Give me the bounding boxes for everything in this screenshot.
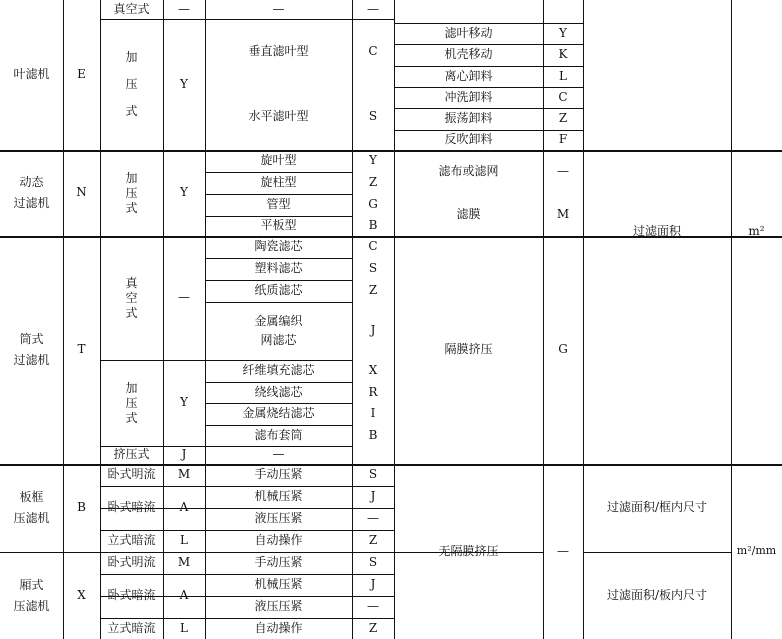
- pressure-label: 加 压 式: [125, 380, 138, 425]
- unit-area-size: m²/mm: [736, 544, 777, 558]
- type-name: 自动操作: [254, 620, 303, 635]
- type-name: 绕线滤芯: [254, 384, 303, 399]
- machine-code: X: [77, 587, 86, 602]
- mode-code: L: [180, 620, 188, 635]
- mode-code: A: [179, 588, 189, 603]
- type-name: 塑料滤芯: [254, 261, 303, 276]
- pressure-code: Y: [180, 76, 188, 91]
- feature-code: Z: [558, 111, 568, 126]
- type-name: 手动压紧: [254, 555, 303, 570]
- vacuum-code: —: [178, 290, 190, 305]
- param-area: 过滤面积: [632, 224, 681, 239]
- machine-name: 板框 压滤机: [13, 490, 50, 525]
- type-name: 自动操作: [254, 533, 303, 548]
- type-name: 纸质滤芯: [254, 283, 303, 298]
- feature-name: 冲洗卸料: [444, 89, 493, 104]
- type-code: J: [370, 489, 376, 504]
- vacuum-type: —: [272, 1, 285, 16]
- mode-name: 卧式明流: [107, 555, 156, 570]
- type-name: 纤维填充滤芯: [242, 363, 315, 378]
- feature-code: K: [558, 47, 568, 62]
- type-code: I: [370, 406, 376, 421]
- mode-name: 卧式暗流: [107, 588, 156, 603]
- mode-code: M: [177, 467, 191, 482]
- type-name: 液压压紧: [254, 511, 303, 526]
- type-code: Z: [368, 175, 378, 190]
- machine-name: 动态 过滤机: [13, 175, 50, 210]
- machine-name: 筒式 过滤机: [13, 332, 50, 367]
- mode-name: 卧式明流: [107, 467, 156, 482]
- param-frame: 过滤面积/框内尺寸: [606, 500, 708, 515]
- pressure-code: Y: [180, 395, 188, 410]
- squeeze-code: J: [181, 447, 187, 462]
- feature-name: 滤布或滤网: [438, 163, 499, 178]
- type-code: —: [367, 511, 379, 526]
- feature-name: 离心卸料: [444, 68, 493, 83]
- machine-name: 厢式 压滤机: [13, 577, 50, 613]
- param-plate: 过滤面积/板内尺寸: [606, 587, 708, 602]
- vacuum-label: 真 空 式: [125, 275, 138, 320]
- machine-name: 叶滤机: [13, 67, 50, 82]
- type-name: 金属编织 网滤芯: [254, 314, 303, 347]
- type-name: 垂直滤叶型: [248, 43, 309, 58]
- type-name: 液压压紧: [254, 599, 303, 614]
- mode-name: 卧式暗流: [107, 500, 156, 515]
- feature-code: L: [559, 68, 567, 83]
- machine-code: N: [76, 185, 87, 200]
- type-code: J: [370, 577, 376, 592]
- type-name: 平板型: [260, 218, 297, 233]
- mode-code: M: [177, 555, 191, 570]
- type-code: G: [368, 197, 378, 212]
- mode-code: A: [179, 500, 189, 515]
- feature-code: F: [558, 132, 568, 147]
- type-name: 旋叶型: [260, 153, 297, 168]
- type-code: C: [368, 43, 378, 58]
- feature-code: G: [558, 342, 568, 357]
- machine-code: T: [77, 342, 86, 357]
- feature-name: 滤膜: [456, 206, 481, 221]
- pressure-label: 加 压 式: [125, 170, 138, 215]
- type-code: Z: [368, 533, 378, 548]
- type-code: R: [368, 384, 378, 399]
- pressure-code: Y: [180, 185, 188, 200]
- type-code: Z: [368, 620, 378, 635]
- type-code: B: [368, 427, 378, 442]
- type-name: 机械压紧: [254, 577, 303, 592]
- vacuum-code: —: [178, 1, 190, 16]
- no-diaphragm-code: —: [557, 543, 569, 558]
- no-diaphragm-feature: 无隔膜挤压: [438, 543, 499, 558]
- pressure-label: 加 压 式: [125, 50, 138, 118]
- unit-area: m²: [748, 224, 765, 239]
- type-name: 金属烧结滤芯: [242, 406, 315, 421]
- mode-name: 立式暗流: [107, 620, 156, 635]
- squeeze-label: 挤压式: [113, 447, 150, 462]
- machine-code: B: [77, 500, 86, 515]
- feature-name: 振荡卸料: [444, 111, 493, 126]
- vacuum-label: 真空式: [113, 1, 150, 16]
- type-code: —: [367, 599, 379, 614]
- type-name: 旋柱型: [260, 175, 297, 190]
- feature-name: 滤叶移动: [444, 25, 493, 40]
- type-code: J: [370, 323, 376, 338]
- type-code: B: [368, 218, 378, 233]
- type-code: X: [368, 363, 378, 378]
- feature-code: Y: [559, 25, 567, 40]
- feature-name: 机壳移动: [444, 47, 493, 62]
- type-name: 陶瓷滤芯: [254, 239, 303, 254]
- type-name: 滤布套筒: [254, 427, 303, 442]
- feature-name: 反吹卸料: [444, 132, 493, 147]
- type-name: 手动压紧: [254, 467, 303, 482]
- type-name: 管型: [266, 197, 291, 212]
- type-name: 机械压紧: [254, 489, 303, 504]
- type-code: S: [368, 261, 378, 276]
- type-code: Y: [369, 153, 377, 168]
- squeeze-type: —: [272, 447, 285, 462]
- mode-name: 立式暗流: [107, 533, 156, 548]
- feature-code: C: [558, 89, 568, 104]
- feature-code: M: [556, 206, 570, 221]
- feature-name: 隔膜挤压: [444, 342, 493, 357]
- type-name: 水平滤叶型: [248, 109, 309, 124]
- type-code: Z: [368, 283, 378, 298]
- type-code: S: [368, 467, 378, 482]
- mode-code: L: [180, 533, 188, 548]
- machine-code: E: [77, 67, 86, 82]
- type-code: C: [368, 239, 378, 254]
- vacuum-type-code: —: [367, 1, 379, 16]
- feature-code: —: [557, 163, 569, 178]
- type-code: S: [368, 555, 378, 570]
- type-code: S: [368, 109, 378, 124]
